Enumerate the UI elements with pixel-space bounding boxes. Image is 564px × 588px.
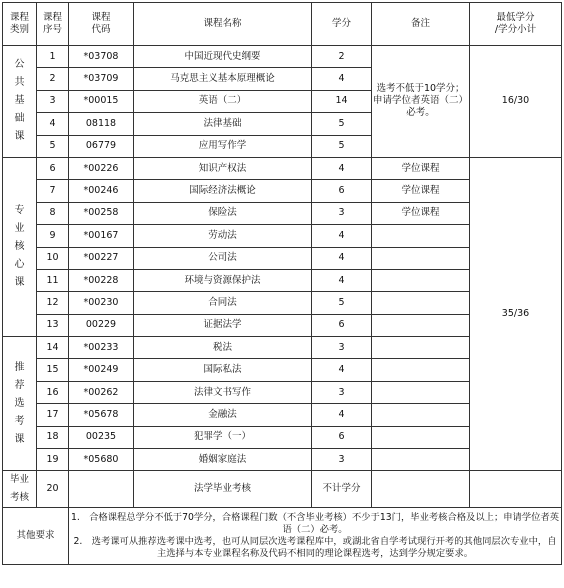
course-note: 学位课程 [372,202,470,224]
course-credit: 4 [312,157,372,179]
requirement-item: 2. 选考课可从推荐选考课中选考，也可从同层次选考课程库中，或湖北省自学考试现行开考的其他同层次专业中，自主选择与本专业课程名称及代码不相同的理论课程选考，达到学分规定要求。 [73,536,557,560]
course-name: 证据法学 [134,314,312,336]
header-seq: 课程 序号 [37,3,69,46]
course-code: *05678 [69,404,134,426]
course-name: 国际经济法概论 [134,180,312,202]
course-code: *00262 [69,381,134,403]
course-name: 婚姻家庭法 [134,449,312,471]
course-code: 00229 [69,314,134,336]
course-credit: 4 [312,404,372,426]
course-note [372,426,470,448]
header-name: 课程名称 [134,3,312,46]
course-name: 犯罪学（一） [134,426,312,448]
course-credit: 5 [312,135,372,157]
course-code: *03708 [69,46,134,68]
course-code: *00228 [69,269,134,291]
course-code: *03709 [69,68,134,90]
header-note: 备注 [372,3,470,46]
course-credit: 4 [312,359,372,381]
core-min-credit: 35/36 [470,157,562,470]
course-code: 06779 [69,135,134,157]
graduation-seq: 20 [37,471,69,508]
graduation-name: 法学毕业考核 [134,471,312,508]
requirement-item: 1. 合格课程总学分不低于70学分，合格课程门数（不含毕业考核）不少于13门，毕业考核合格及以上；申请学位者英语（二）必考。 [70,512,560,536]
course-name: 劳动法 [134,225,312,247]
course-name: 法律文书写作 [134,381,312,403]
course-name: 金融法 [134,404,312,426]
header-row [3,3,562,46]
category-core: 专 业 核 心 课 [3,157,37,336]
course-code: *00246 [69,180,134,202]
course-seq: 14 [37,337,69,359]
course-credit: 3 [312,337,372,359]
graduation-credit: 不计学分 [312,471,372,508]
course-seq: 1 [37,46,69,68]
course-name: 中国近现代史纲要 [134,46,312,68]
course-row [3,46,562,68]
course-seq: 18 [37,426,69,448]
course-seq: 8 [37,202,69,224]
course-code: *00230 [69,292,134,314]
course-code: *00227 [69,247,134,269]
course-code: *00015 [69,90,134,112]
course-seq: 7 [37,180,69,202]
course-code: *00226 [69,157,134,179]
course-name: 马克思主义基本原理概论 [134,68,312,90]
course-credit: 5 [312,113,372,135]
course-seq: 12 [37,292,69,314]
category-public: 公 共 基 础 课 [3,46,37,158]
course-credit: 4 [312,68,372,90]
curriculum-table [2,2,562,565]
course-code: 08118 [69,113,134,135]
header-credit: 学分 [312,3,372,46]
course-note [372,225,470,247]
course-credit: 6 [312,426,372,448]
course-credit: 4 [312,247,372,269]
category-elective: 推 荐 选 考 课 [3,337,37,471]
course-note [372,449,470,471]
course-note [372,247,470,269]
graduation-note [372,471,470,508]
course-seq: 13 [37,314,69,336]
course-credit: 14 [312,90,372,112]
course-row [3,157,562,179]
course-code: *00167 [69,225,134,247]
header-code: 课程 代码 [69,3,134,46]
course-name: 知识产权法 [134,157,312,179]
header-min-credit: 最低学分 /学分小计 [470,3,562,46]
course-seq: 19 [37,449,69,471]
course-credit: 3 [312,449,372,471]
course-seq: 9 [37,225,69,247]
graduation-min [470,471,562,508]
course-credit: 3 [312,202,372,224]
graduation-code [69,471,134,508]
course-name: 英语（二） [134,90,312,112]
course-name: 合同法 [134,292,312,314]
course-note [372,269,470,291]
course-name: 税法 [134,337,312,359]
course-credit: 2 [312,46,372,68]
course-code: *00233 [69,337,134,359]
course-seq: 11 [37,269,69,291]
other-requirements-row [3,508,562,565]
course-seq: 3 [37,90,69,112]
course-note [372,404,470,426]
course-name: 保险法 [134,202,312,224]
graduation-row [3,471,562,508]
course-credit: 4 [312,225,372,247]
course-name: 应用写作学 [134,135,312,157]
course-seq: 2 [37,68,69,90]
course-name: 法律基础 [134,113,312,135]
course-credit: 6 [312,314,372,336]
course-name: 公司法 [134,247,312,269]
course-seq: 16 [37,381,69,403]
course-seq: 17 [37,404,69,426]
course-credit: 5 [312,292,372,314]
public-note: 选考不低于10学分；申请学位者英语（二）必考。 [372,46,470,158]
course-note [372,337,470,359]
course-note: 学位课程 [372,180,470,202]
category-graduation: 毕业 考核 [3,471,37,508]
course-code: *00249 [69,359,134,381]
course-note [372,314,470,336]
course-code: *00258 [69,202,134,224]
course-name: 环境与资源保护法 [134,269,312,291]
course-note: 学位课程 [372,157,470,179]
course-seq: 5 [37,135,69,157]
course-seq: 15 [37,359,69,381]
course-seq: 4 [37,113,69,135]
course-note [372,381,470,403]
course-seq: 6 [37,157,69,179]
course-credit: 4 [312,269,372,291]
course-credit: 6 [312,180,372,202]
header-category: 课程 类别 [3,3,37,46]
course-note [372,359,470,381]
course-code: *05680 [69,449,134,471]
public-min-credit: 16/30 [470,46,562,158]
course-seq: 10 [37,247,69,269]
course-code: 00235 [69,426,134,448]
other-requirements-label: 其他要求 [3,508,69,565]
other-requirements-text [69,508,562,565]
course-name: 国际私法 [134,359,312,381]
course-credit: 3 [312,381,372,403]
course-note [372,292,470,314]
